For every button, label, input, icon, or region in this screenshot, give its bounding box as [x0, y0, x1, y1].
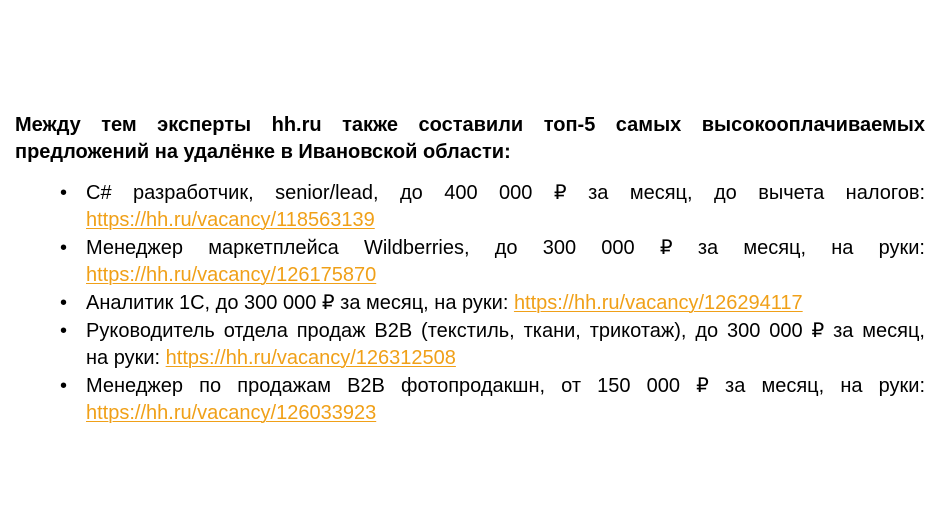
- vacancy-link[interactable]: https://hh.ru/vacancy/126294117: [513, 292, 803, 314]
- bullet-icon: •: [60, 292, 68, 314]
- vacancy-link[interactable]: https://hh.ru/vacancy/126033923: [86, 402, 377, 424]
- list-item: [60, 373, 925, 427]
- bullet-icon: •: [60, 182, 68, 204]
- vacancy-list: [0, 180, 944, 428]
- list-item: [60, 318, 925, 372]
- item-text: Менеджер маркетплейса Wildberries, до 300 000 ₽ за месяц, на руки:: [86, 237, 925, 259]
- heading-line-2: предложений на удалёнке в Ивановской области:: [15, 141, 511, 163]
- item-text-suffix: на руки:: [86, 347, 166, 369]
- list-item: [60, 235, 925, 289]
- heading: [15, 112, 925, 166]
- vacancy-link[interactable]: https://hh.ru/vacancy/126175870: [86, 264, 377, 286]
- list-item: [60, 180, 925, 234]
- bullet-icon: •: [60, 375, 68, 397]
- list-item: [60, 290, 925, 317]
- item-text: Аналитик 1С, до 300 000 ₽ за месяц, на руки:: [86, 292, 514, 314]
- item-text: Менеджер по продажам B2B фотопродакшн, от 150 000 ₽ за месяц, на руки:: [86, 375, 925, 397]
- vacancy-link[interactable]: https://hh.ru/vacancy/118563139: [86, 209, 375, 231]
- bullet-icon: •: [60, 320, 68, 342]
- item-text: Руководитель отдела продаж B2B (текстиль, ткани, трикотаж), до 300 000 ₽ за месяц,: [86, 320, 925, 342]
- bullet-icon: •: [60, 237, 68, 259]
- item-text: C# разработчик, senior/lead, до 400 000 ₽ за месяц, до вычета налогов:: [86, 182, 925, 204]
- vacancy-link[interactable]: https://hh.ru/vacancy/126312508: [165, 347, 456, 369]
- heading-line-1: Между тем эксперты hh.ru также составили топ-5 самых высокооплачиваемых: [15, 114, 925, 136]
